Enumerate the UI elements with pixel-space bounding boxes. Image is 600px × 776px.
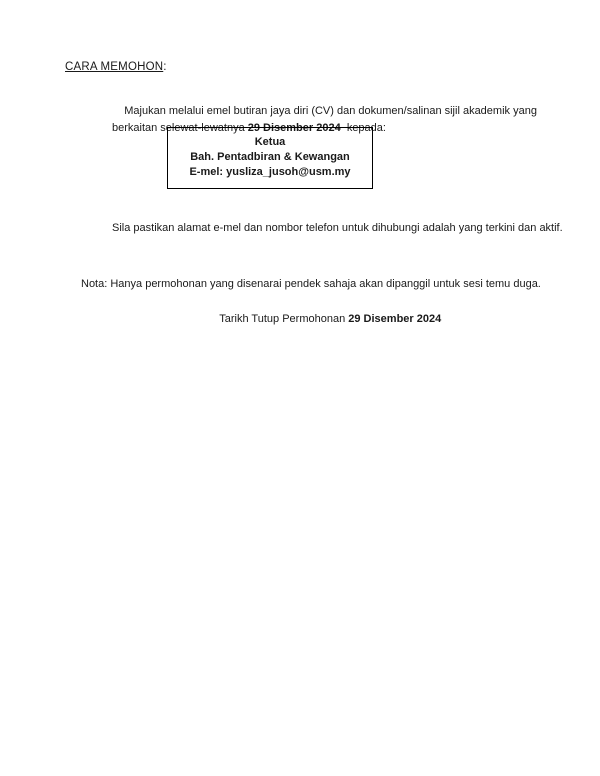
section-heading (65, 59, 167, 76)
intro-text-part1: Majukan melalui emel butiran jaya diri (CV) dan dokumen/salinan sijil akademik yang berkaitan selewat-lewatnya (112, 105, 540, 134)
closing-date-line (207, 294, 441, 345)
intro-text-part2: kepada: (340, 122, 386, 134)
section-heading-colon: : (163, 61, 167, 73)
shortlist-note: Nota: Hanya permohonan yang disenarai pendek sahaja akan dipanggil untuk sesi temu duga. (81, 278, 541, 290)
contact-department: Bah. Pentadbiran & Kewangan (190, 151, 350, 163)
closing-date-value: 29 Disember 2024 (348, 313, 442, 325)
contact-address-box (167, 127, 373, 189)
email-validity-note: Sila pastikan alamat e-mel dan nombor telefon untuk dihubungi adalah yang terkini dan aktif. (112, 222, 563, 234)
contact-title: Ketua (254, 136, 286, 148)
closing-date-label: Tarikh Tutup Permohonan (219, 313, 349, 325)
contact-email: E-mel: yusliza_jusoh@usm.my (189, 166, 351, 178)
intro-deadline-date: 29 Disember 2024 (247, 122, 341, 134)
section-heading-text: CARA MEMOHON (65, 61, 164, 73)
